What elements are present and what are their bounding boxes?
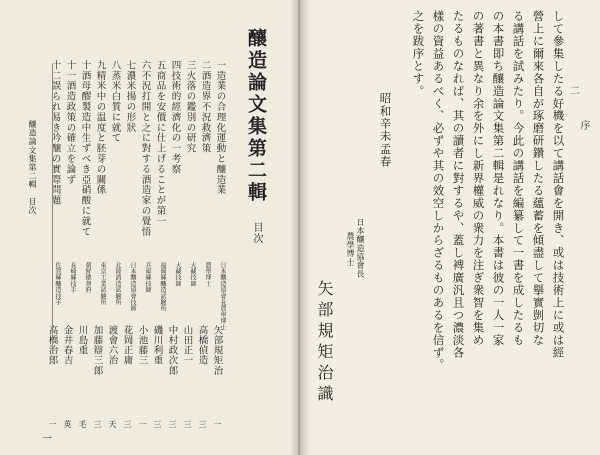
toc-entry-author-title: 北陸酒造試驗所 (114, 262, 121, 306)
toc-entry-author: 中村政次郎 (166, 325, 178, 376)
toc-entry-page: 一 (138, 420, 147, 429)
preface-heading: 序 (578, 120, 589, 131)
toc-entry-title: 五商品を安價に仕上げることが第一 (154, 60, 166, 227)
toc-entry-page: 三 (123, 420, 132, 429)
toc-entry-title: 十一酒造政策の確立を論ず (64, 60, 76, 185)
toc-entry-author-title: 東京工業試驗所 (99, 262, 106, 306)
toc-entry-author-title: 長崎縣技手 (69, 262, 76, 293)
toc-entry-author-title: 朝鮮總督府 (84, 262, 91, 293)
toc-entry-author: 山田正一 (181, 325, 193, 366)
toc-entry-page: 天 (108, 420, 117, 429)
toc-entry-author-title: 日本釀造協會技師 (129, 262, 136, 312)
toc-entry-author-title: 大藏技師 (174, 262, 181, 287)
left-page-toc (0, 0, 298, 455)
toc-entry-author-title: 農學博士 (204, 262, 211, 287)
preface-date: 昭和辛未孟春 (378, 92, 393, 169)
preface-line: る講話を試みたり。今此の講話を編纂して一書を成したるも (511, 10, 526, 347)
book-title: 釀造論文集第二輯 (245, 28, 267, 204)
preface-line: 樣の資益あるべく、必ずや其の效空しからざるものあるを信ず。 (431, 10, 446, 372)
toc-entry-author-title: 兵庫縣技師 (144, 262, 151, 293)
toc-entry-author-title: 日本釀造協會長農學博士 (219, 262, 226, 331)
toc-entry-author: 花岡正庸 (121, 325, 133, 366)
toc-entry-title: 一造業の合理化運動と釀造業 (214, 60, 226, 196)
toc-entry-author-title: 佐賀縣釀造技手 (54, 262, 61, 306)
preface-line: の本書即ち釀造論文集第二輯是れなり。本書は彼の一人一家 (491, 10, 506, 347)
toc-entry-author-title: 大藏技師 (189, 262, 196, 287)
preface-line: たるものなれば、其の讀者に對するや、蓋し裨廣汎且つ濃淡各 (451, 10, 466, 359)
toc-entry-page: 三 (183, 420, 192, 429)
toc-entry-page: 毛 (78, 420, 87, 429)
preface-line: の著書と異なり余を外にし新界權威の衆力を注ぎ衆智を集め (471, 10, 486, 347)
toc-entry-title: 六不況打開と之に對する酒造家の覺悟 (139, 60, 151, 237)
signer-title-1: 日本釀造協會長 (356, 218, 365, 279)
signer-name: 矢部規矩治識 (315, 280, 334, 406)
preface-line: 營上に爾來各自が琢磨研鑽したる蘊蓄を傾盡して擧實剴切な (531, 10, 546, 347)
toc-entry-author: 矢部規矩治 (211, 325, 223, 376)
toc-entry-title: 十二誤られ易き吟醸の實際問題 (49, 60, 61, 206)
toc-entry-author-title: 福岡縣釀造試驗所 (159, 262, 166, 312)
toc-entry-author: 加藤辯三郎 (91, 325, 103, 376)
toc-heading: 目次 (251, 222, 262, 244)
signer-title-2: 農學博士 (346, 232, 355, 267)
preface-line: 之を跋序とす。 (411, 10, 426, 98)
preface-line: して參集したる好機を以て講話會を開き、或は技術上に或は經 (551, 10, 566, 359)
toc-entry-title: 二酒造界不況救濟策 (199, 60, 211, 154)
toc-entry-author: 高橋治郎 (46, 325, 58, 366)
toc-entry-title: 八蒸米白質に就て (109, 60, 121, 144)
left-page-number: 一 (42, 434, 52, 445)
right-page-preface (300, 0, 600, 455)
toc-entry-page: 英 (63, 420, 72, 429)
toc-footer: 釀造論文集第二輯 目次 (28, 120, 37, 215)
toc-entry-author: 金井春吉 (61, 325, 73, 366)
toc-entry-title: 四技術的經濟化の一考察 (169, 60, 181, 175)
toc-entry-title: 三火落の鑑別の研究 (184, 60, 196, 154)
toc-entry-title: 七濃米揚の形狀 (124, 60, 136, 133)
toc-entry-page: 一 (213, 420, 222, 429)
book-gutter (290, 0, 310, 455)
toc-divider (52, 64, 53, 354)
toc-entry-author: 磯川利重 (151, 325, 163, 366)
toc-entry-page: 一 (48, 420, 57, 429)
toc-entry-author: 渡會六治 (106, 325, 118, 366)
toc-entry-author: 高橋偵造 (196, 325, 208, 366)
toc-entry-page: 三 (198, 420, 207, 429)
toc-entry-page: 三 (153, 420, 162, 429)
toc-entry-author: 川島重 (76, 325, 88, 356)
toc-entry-title: 九精米中の温度と胚芽の關係 (94, 60, 106, 196)
toc-entry-page: 三 (93, 420, 102, 429)
toc-entry-title: 十酒母醪製造中生ずべき亞硝酸に就て (79, 60, 91, 237)
right-page-number: 二 (570, 86, 580, 97)
toc-entry-author: 小池藤三 (136, 325, 148, 366)
toc-entry-page: 三 (168, 420, 177, 429)
